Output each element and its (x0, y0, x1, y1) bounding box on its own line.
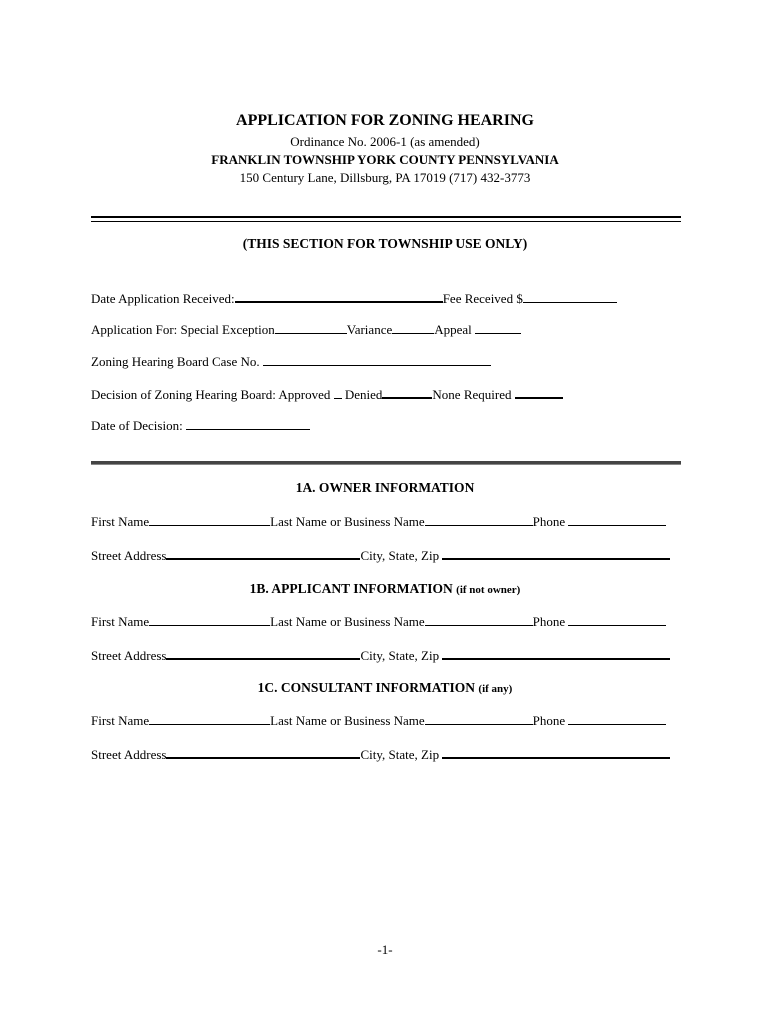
consultant-city-field[interactable] (442, 745, 670, 759)
consultant-street-label: Street Address (91, 747, 167, 762)
decision-row (91, 385, 563, 403)
owner-heading: 1A. OWNER INFORMATION (295, 480, 475, 495)
applicant-city-label: City, State, Zip (360, 648, 443, 663)
applicant-last-name-label: Last Name or Business Name (270, 614, 425, 629)
consultant-city-label: City, State, Zip (360, 747, 443, 762)
applicant-last-name-field[interactable] (425, 613, 533, 626)
consultant-name-row (91, 712, 666, 729)
address-line: 150 Century Lane, Dillsburg, PA 17019 (717) 432-3773 (239, 170, 531, 185)
owner-phone-label: Phone (532, 514, 569, 529)
consultant-first-name-field[interactable] (149, 712, 270, 725)
owner-first-name-field[interactable] (149, 513, 270, 526)
owner-name-row (91, 513, 666, 530)
case-no-row (91, 353, 491, 370)
owner-address-row (91, 546, 670, 564)
owner-street-label: Street Address (91, 548, 167, 563)
owner-last-name-label: Last Name or Business Name (270, 514, 425, 529)
fee-received-label: Fee Received $ (442, 291, 523, 306)
case-no-field[interactable] (263, 353, 491, 366)
township-use-heading: (THIS SECTION FOR TOWNSHIP USE ONLY) (242, 236, 528, 251)
ordinance-line: Ordinance No. 2006-1 (as amended) (290, 134, 480, 149)
none-required-label: None Required (432, 387, 515, 402)
applicant-city-field[interactable] (442, 646, 670, 660)
form-title: APPLICATION FOR ZONING HEARING (236, 112, 534, 129)
owner-last-name-field[interactable] (425, 513, 533, 526)
consultant-last-name-label: Last Name or Business Name (270, 713, 425, 728)
consultant-street-field[interactable] (166, 745, 360, 759)
consultant-heading (0, 680, 770, 696)
date-of-decision-field[interactable] (186, 417, 310, 430)
denied-label: Denied (341, 387, 383, 402)
applicant-address-row (91, 646, 670, 664)
appeal-label: Appeal (434, 322, 476, 337)
variance-field[interactable] (392, 321, 434, 334)
owner-phone-field[interactable] (568, 513, 666, 526)
page-number: -1- (377, 942, 393, 957)
case-no-label: Zoning Hearing Board Case No. (91, 354, 263, 369)
variance-label: Variance (346, 322, 393, 337)
consultant-first-name-label: First Name (91, 713, 150, 728)
special-exception-label: Application For: Special Exception (91, 322, 275, 337)
special-exception-field[interactable] (275, 321, 347, 334)
application-for-row (91, 321, 521, 338)
date-received-row (91, 289, 617, 307)
none-required-field[interactable] (515, 385, 563, 399)
appeal-field[interactable] (475, 321, 521, 334)
applicant-heading-note: (if not owner) (456, 584, 521, 596)
applicant-heading (0, 581, 770, 597)
approved-field[interactable] (334, 386, 342, 399)
double-rule-top (91, 216, 681, 218)
consultant-heading-text: 1C. CONSULTANT INFORMATION (257, 680, 479, 695)
date-of-decision-row (91, 417, 310, 434)
section-divider (91, 461, 681, 465)
consultant-phone-field[interactable] (568, 712, 666, 725)
owner-city-field[interactable] (442, 546, 670, 560)
applicant-name-row (91, 613, 666, 630)
consultant-last-name-field[interactable] (425, 712, 533, 725)
consultant-heading-note: (if any) (478, 683, 513, 695)
consultant-phone-label: Phone (532, 713, 569, 728)
date-received-field[interactable] (235, 289, 443, 303)
date-received-label: Date Application Received: (91, 291, 235, 306)
applicant-heading-text: 1B. APPLICANT INFORMATION (249, 581, 457, 596)
owner-first-name-label: First Name (91, 514, 150, 529)
owner-city-label: City, State, Zip (360, 548, 443, 563)
consultant-address-row (91, 745, 670, 763)
date-of-decision-label: Date of Decision: (91, 418, 186, 433)
applicant-first-name-field[interactable] (149, 613, 270, 626)
denied-field[interactable] (382, 385, 432, 399)
owner-street-field[interactable] (166, 546, 360, 560)
double-rule-bottom (91, 221, 681, 222)
applicant-phone-label: Phone (532, 614, 569, 629)
applicant-first-name-label: First Name (91, 614, 150, 629)
applicant-street-field[interactable] (166, 646, 360, 660)
fee-received-field[interactable] (523, 290, 617, 303)
approved-label: Decision of Zoning Hearing Board: Approved (91, 387, 334, 402)
municipality-line: FRANKLIN TOWNSHIP YORK COUNTY PENNSYLVANIA (211, 152, 559, 167)
applicant-phone-field[interactable] (568, 613, 666, 626)
applicant-street-label: Street Address (91, 648, 167, 663)
